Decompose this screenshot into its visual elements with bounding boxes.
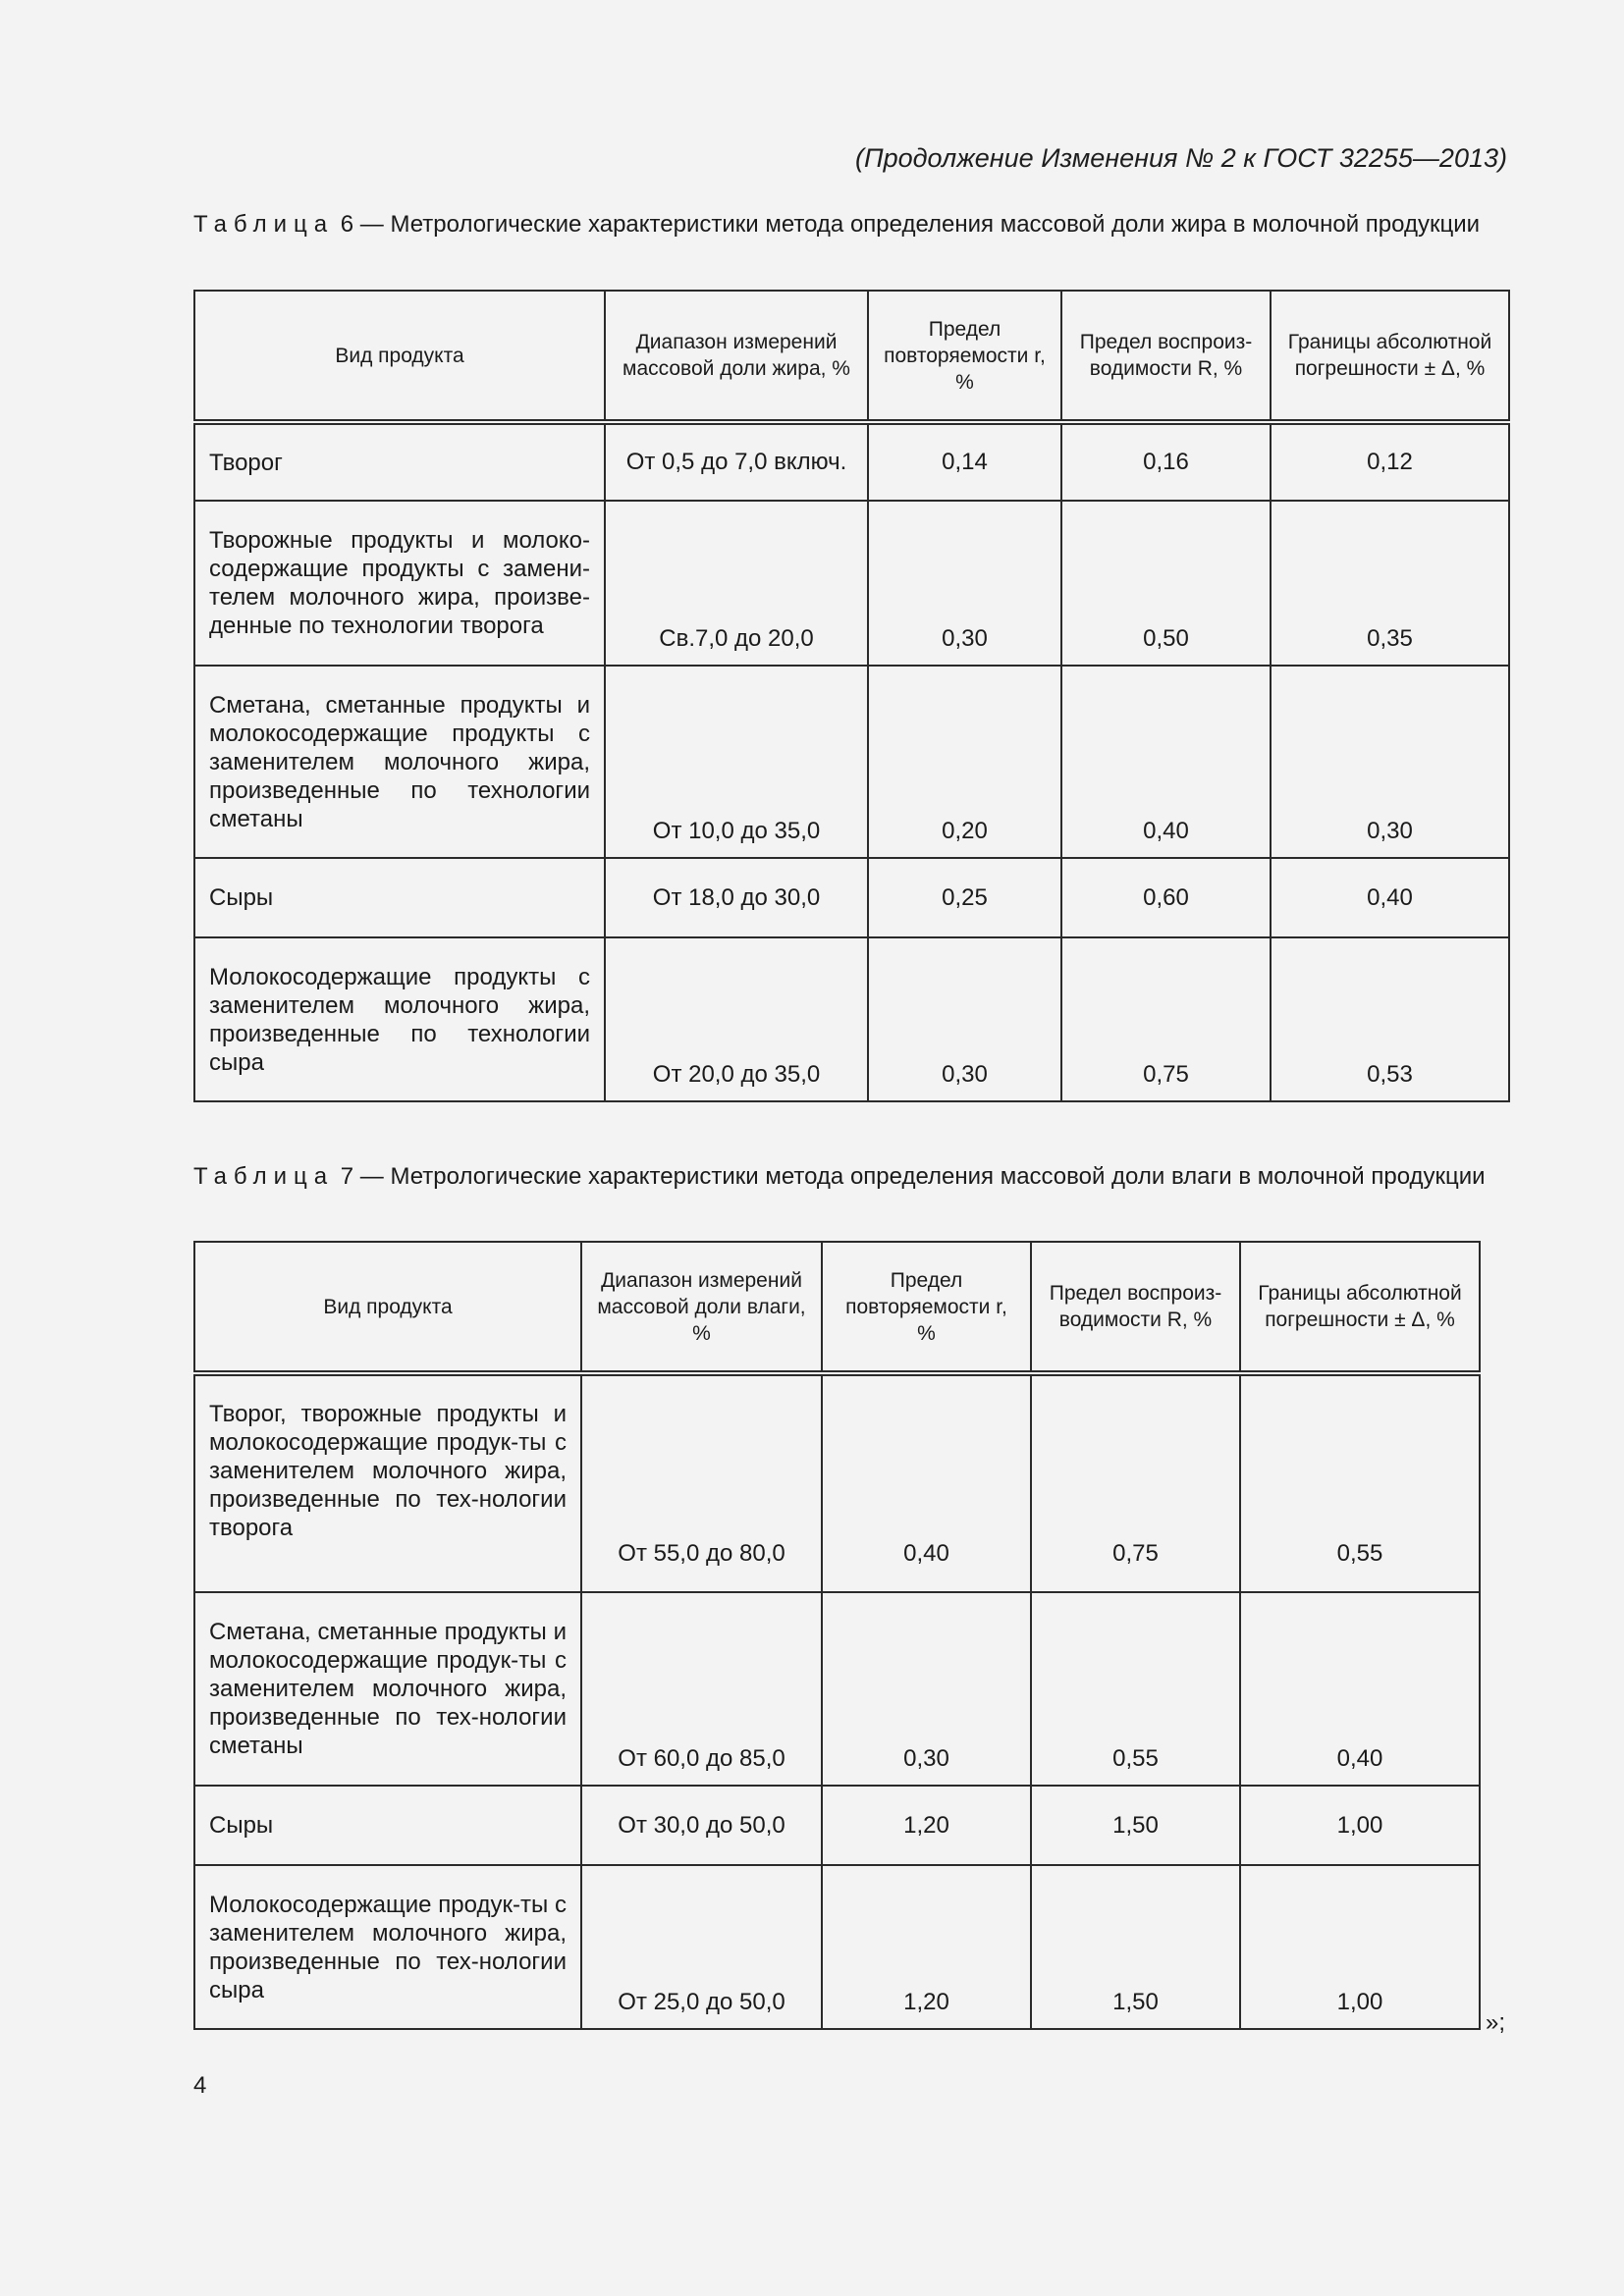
reproducibility-cell: 0,55	[1031, 1592, 1240, 1786]
repeatability-cell: 0,30	[868, 937, 1061, 1101]
table6-caption-text: 6 — Метрологические характеристики метода определения массовой доли жира в молочной продукции	[340, 211, 1481, 238]
reproducibility-cell: 0,40	[1061, 666, 1271, 858]
document-running-header: (Продолжение Изменения № 2 к ГОСТ 32255—2013)	[855, 143, 1507, 173]
table-row	[194, 666, 1509, 858]
product-cell: Творог, творожные продукты и молокосодержащие продук-ты с заменителем молочного жира, произведенные по тех-нологии творога	[194, 1373, 581, 1592]
error-cell: 1,00	[1240, 1786, 1480, 1865]
table-row	[194, 1373, 1480, 1592]
repeatability-cell: 0,14	[868, 422, 1061, 501]
repeatability-cell: 0,20	[868, 666, 1061, 858]
repeatability-cell: 0,30	[822, 1592, 1031, 1786]
reproducibility-cell: 1,50	[1031, 1865, 1240, 2029]
reproducibility-cell: 1,50	[1031, 1786, 1240, 1865]
product-cell: Творожные продукты и молоко-содержащие продукты с замени-телем молочного жира, произве-денные по технологии творога	[194, 501, 605, 666]
product-cell: Сыры	[194, 858, 605, 937]
page-number: 4	[193, 2072, 207, 2099]
repeatability-cell: 1,20	[822, 1865, 1031, 2029]
table6-header-product: Вид продукта	[194, 291, 605, 422]
table7-caption-label: Таблица	[193, 1163, 335, 1190]
table6-caption-label: Таблица	[193, 211, 335, 238]
range-cell: Св.7,0 до 20,0	[605, 501, 868, 666]
error-cell: 1,00	[1240, 1865, 1480, 2029]
range-cell: От 30,0 до 50,0	[581, 1786, 822, 1865]
table7-header-reproducibility: Предел воспроиз-водимости R, %	[1031, 1242, 1240, 1373]
error-cell: 0,55	[1240, 1373, 1480, 1592]
error-cell: 0,35	[1271, 501, 1509, 666]
reproducibility-cell: 0,75	[1061, 937, 1271, 1101]
product-cell: Молокосодержащие продук-ты с заменителем молочного жира, произведенные по тех-нологии сыра	[194, 1865, 581, 2029]
table-row	[194, 937, 1509, 1101]
table6	[193, 290, 1510, 1102]
product-cell: Сметана, сметанные продукты и молокосодержащие продук-ты с заменителем молочного жира, произведенные по тех-нологии сметаны	[194, 1592, 581, 1786]
table7-header-range: Диапазон измерений массовой доли влаги, %	[581, 1242, 822, 1373]
product-cell: Сыры	[194, 1786, 581, 1865]
table7-caption-text: 7 — Метрологические характеристики метода определения массовой доли влаги в молочной продукции	[340, 1163, 1486, 1190]
closing-quote: »;	[1486, 2009, 1506, 2036]
table-row	[194, 858, 1509, 937]
error-cell: 0,53	[1271, 937, 1509, 1101]
repeatability-cell: 0,30	[868, 501, 1061, 666]
table6-header-reproducibility: Предел воспроиз-водимости R, %	[1061, 291, 1271, 422]
repeatability-cell: 0,25	[868, 858, 1061, 937]
range-cell: От 60,0 до 85,0	[581, 1592, 822, 1786]
table7-header-repeatability: Предел повторяемости r, %	[822, 1242, 1031, 1373]
table-row	[194, 1592, 1480, 1786]
range-cell: От 18,0 до 30,0	[605, 858, 868, 937]
table7	[193, 1241, 1481, 2030]
table6-caption	[193, 210, 1507, 240]
table-row	[194, 422, 1509, 501]
table6-header-error: Границы абсолютной погрешности ± Δ, %	[1271, 291, 1509, 422]
table6-header-repeatability: Предел повторяемости r, %	[868, 291, 1061, 422]
range-cell: От 25,0 до 50,0	[581, 1865, 822, 2029]
product-cell: Творог	[194, 422, 605, 501]
error-cell: 0,40	[1271, 858, 1509, 937]
product-cell: Сметана, сметанные продукты и молокосодержащие продукты с заменителем молочного жира, произведенные по технологии сметаны	[194, 666, 605, 858]
range-cell: От 20,0 до 35,0	[605, 937, 868, 1101]
reproducibility-cell: 0,50	[1061, 501, 1271, 666]
table6-header-row	[194, 291, 1509, 422]
table-row	[194, 501, 1509, 666]
range-cell: От 10,0 до 35,0	[605, 666, 868, 858]
range-cell: От 0,5 до 7,0 включ.	[605, 422, 868, 501]
product-cell: Молокосодержащие продукты с заменителем молочного жира, произведенные по технологии сыра	[194, 937, 605, 1101]
error-cell: 0,12	[1271, 422, 1509, 501]
reproducibility-cell: 0,60	[1061, 858, 1271, 937]
error-cell: 0,30	[1271, 666, 1509, 858]
table7-header-error: Границы абсолютной погрешности ± Δ, %	[1240, 1242, 1480, 1373]
repeatability-cell: 0,40	[822, 1373, 1031, 1592]
reproducibility-cell: 0,75	[1031, 1373, 1240, 1592]
table7-header-row	[194, 1242, 1480, 1373]
table6-header-range: Диапазон измерений массовой доли жира, %	[605, 291, 868, 422]
table-row	[194, 1786, 1480, 1865]
repeatability-cell: 1,20	[822, 1786, 1031, 1865]
reproducibility-cell: 0,16	[1061, 422, 1271, 501]
table7-header-product: Вид продукта	[194, 1242, 581, 1373]
range-cell: От 55,0 до 80,0	[581, 1373, 822, 1592]
error-cell: 0,40	[1240, 1592, 1480, 1786]
table-row	[194, 1865, 1480, 2029]
table7-caption	[193, 1162, 1507, 1192]
